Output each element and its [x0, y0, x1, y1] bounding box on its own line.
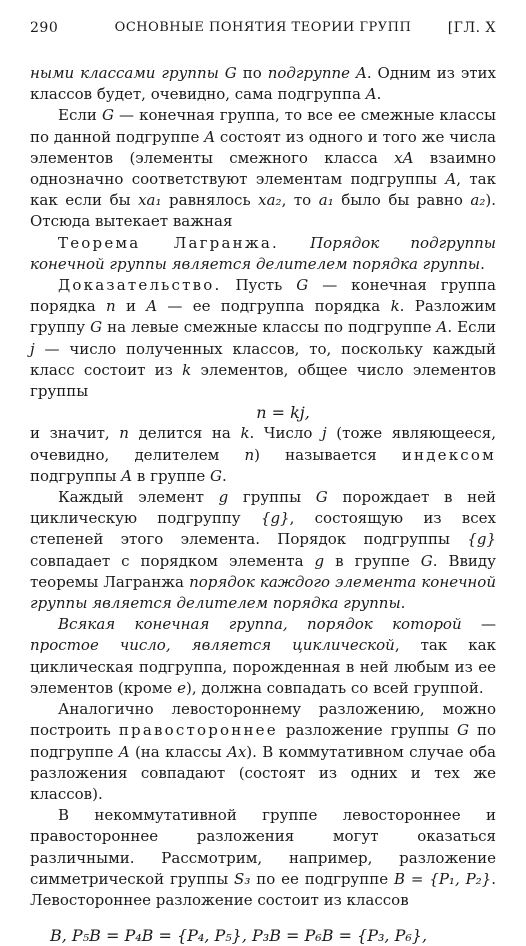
term-right-sided: правостороннее [118, 721, 278, 740]
proof-label: Доказательство. [58, 276, 222, 295]
paragraph-noncommutative: В некоммутативной группе левостороннее и правостороннее разложения могут оказаться различными. Рассмотрим, например, разложение симметрической группы S₃ по ее подгруппе B = {P₁, P₂}. Левостороннее разложение состоит из классов [30, 806, 496, 909]
paragraph-cyclic-subgroup: Каждый элемент g группы G порождает в ней циклическую подгруппу {g}, состоящую из всех степеней этого элемента. Порядок подгруппы {g} совпадает с порядком элемента g в группе G. Ввиду теоремы Лагранжа порядок каждого элемента конечной группы является делителем порядка группы. [30, 488, 496, 613]
paragraph-prime-order: Всякая конечная группа, порядок которой — простое число, является циклической, так как циклическая подгруппа, порожденная в ней любым из ее элементов (кроме e), должна совпадать со всей группой. [30, 615, 496, 697]
formula-cosets: B, P₅B = P₄B = {P₄, P₅}, P₃B = P₆B = {P₃, P₆}, [50, 926, 428, 946]
theorem-label: Теорема Лагранжа. [58, 233, 279, 252]
paragraph-index: и значит, n делится на k. Число j (тоже являющееся, очевидно, делителем n) называется индексом подгруппы A в группе G. [30, 424, 497, 485]
formula-order: n = kj, [256, 403, 310, 423]
theorem-lagrange [30, 233, 496, 275]
paragraph-continuation: ными классами группы G по подгруппе A. Одним из этих классов будет, очевидно, сама подгруппа A. [30, 64, 496, 104]
proof-paragraph: Доказательство. Пусть G — конечная группа порядка n и A — ее подгруппа порядка k. Разложим группу G на левые смежные классы по подгруппе A. Если j — число полученных классов, то, поскольку каждый класс состоит из k элементов, общее число элементов группы [30, 276, 496, 401]
theorem-statement: Порядок подгруппы конечной группы является делителем порядка группы. [30, 233, 497, 273]
page-header [30, 20, 496, 42]
paragraph-right-decomposition: Аналогично левостороннему разложению, можно построить правостороннее разложение группы G по подгруппе A (на классы Ax). В коммутативном случае оба разложения совпадают (состоят из одних и тех же классов). [30, 700, 496, 803]
paragraph-finite-group: Если G — конечная группа, то все ее смежные классы по данной подгруппе A состоят из одного и того же числа элементов (элементы смежного класса xA взаимно однозначно соответствуют элементам подгруппы A, так как если бы xa₁ равнялось xa₂, то a₁ было бы равно a₂). Отсюда вытекает важная [30, 106, 497, 231]
running-title: ОСНОВНЫЕ ПОНЯТИЯ ТЕОРИИ ГРУПП [114, 20, 412, 35]
term-index: индексом [401, 445, 496, 464]
page-body [30, 63, 496, 946]
page-number: 290 [30, 20, 59, 36]
chapter-marker: [ГЛ. X [447, 20, 496, 36]
